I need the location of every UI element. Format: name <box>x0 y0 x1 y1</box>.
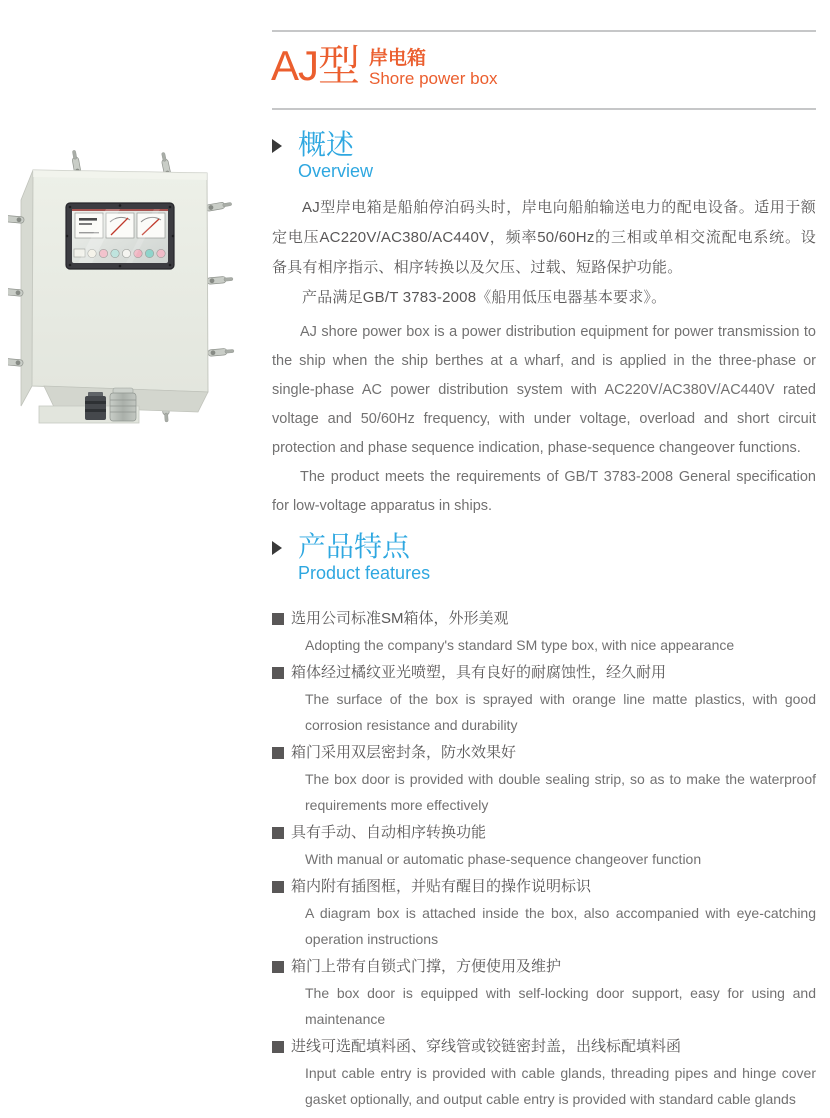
feature-text-cn <box>272 740 816 766</box>
overview-paragraphs-en <box>272 318 816 521</box>
feature-label-cn: 箱门采用双层密封条，防水效果好 <box>291 744 517 761</box>
square-bullet-icon <box>272 667 284 679</box>
product-model-title: AJ型 <box>271 42 360 89</box>
meter-window <box>66 203 175 269</box>
feature-label-cn: 箱门上带有自锁式门撑，方便使用及维护 <box>291 958 562 975</box>
product-subtitle <box>369 44 498 89</box>
feature-label-cn: 选用公司标准SM箱体，外形美观 <box>291 610 509 627</box>
feature-label-en: A diagram box is attached inside the box, also accompanied with eye-catching operation instructions <box>305 905 816 947</box>
overview-paragraph: AJ shore power box is a power distribution equipment for power transmission to the ship when the ship berthes at a wharf, and is applied in the three-phase or single-phase AC power distribution system with AC220V/AC380V/AC440V rated voltage and 50/60Hz frequency, with under voltage, overload and short circuit protection and phase sequence indication, phase-sequence changeover functions. <box>272 324 816 456</box>
product-photo <box>8 150 246 460</box>
page-title <box>271 44 498 89</box>
product-name-cn: 岸电箱 <box>369 48 427 69</box>
overview-title-cn: 概述 <box>298 129 355 160</box>
feature-label-cn: 箱内附有插图框，并贴有醒目的操作说明标识 <box>291 878 592 895</box>
features-title-cn: 产品特点 <box>298 531 411 562</box>
product-name-en: Shore power box <box>369 69 498 88</box>
feature-text-cn <box>272 820 816 846</box>
features-title-en: Product features <box>298 563 431 583</box>
feature-label-en: The box door is provided with double sealing strip, so as to make the waterproof requirements more effectively <box>305 771 816 813</box>
square-bullet-icon <box>272 613 284 625</box>
feature-label-cn: 进线可选配填料函、穿线管或铰链密封盖，出线标配填料函 <box>291 1038 682 1055</box>
feature-label-en: The box door is equipped with self-locking door support, easy for using and maintenance <box>305 985 816 1027</box>
feature-text-cn <box>272 660 816 686</box>
features-header <box>272 532 816 584</box>
feature-text-cn <box>272 1034 816 1060</box>
box-side-panel <box>21 170 33 406</box>
feature-item <box>272 606 816 658</box>
square-bullet-icon <box>272 881 284 893</box>
overview-header <box>272 130 816 182</box>
overview-paragraph: AJ型岸电箱是船舶停泊码头时，岸电向船舶输送电力的配电设备。适用于额定电压AC220V/AC380/AC440V，频率50/60Hz的三相或单相交流配电系统。设备具有相序指示、相序转换以及欠压、过载、短路保护功能。 <box>272 199 816 276</box>
feature-label-en: With manual or automatic phase-sequence changeover function <box>305 851 702 867</box>
top-divider <box>272 30 816 32</box>
overview-paragraph: The product meets the requirements of GB/T 3783-2008 General specification for low-voltage apparatus in ships. <box>272 469 816 514</box>
overview-section <box>272 130 816 521</box>
header-divider <box>272 108 816 110</box>
square-bullet-icon <box>272 827 284 839</box>
feature-label-cn: 具有手动、自动相序转换功能 <box>291 824 487 841</box>
features-section <box>272 532 816 1114</box>
feature-label-en: Adopting the company's standard SM type box, with nice appearance <box>305 637 735 653</box>
square-bullet-icon <box>272 747 284 759</box>
feature-text-cn <box>272 954 816 980</box>
feature-item <box>272 954 816 1032</box>
feature-label-cn: 箱体经过橘纹亚光喷塑，具有良好的耐腐蚀性，经久耐用 <box>291 664 667 681</box>
feature-item <box>272 660 816 738</box>
square-bullet-icon <box>272 961 284 973</box>
feature-item <box>272 874 816 952</box>
feature-item <box>272 1034 816 1112</box>
square-bullet-icon <box>272 1041 284 1053</box>
overview-title-en: Overview <box>298 161 374 181</box>
feature-label-en: Input cable entry is provided with cable glands, threading pipes and hinge cover gasket optionally, and output cable entry is provided with standard cable glands <box>305 1065 816 1107</box>
feature-item <box>272 820 816 872</box>
feature-label-en: The surface of the box is sprayed with orange line matte plastics, with good corrosion resistance and durability <box>305 691 816 733</box>
overview-paragraphs-cn <box>272 193 816 313</box>
feature-list <box>272 606 816 1112</box>
feature-item <box>272 740 816 818</box>
feature-text-cn <box>272 606 816 632</box>
section-marker-icon <box>272 139 282 153</box>
section-marker-icon <box>272 541 282 555</box>
feature-text-cn <box>272 874 816 900</box>
overview-paragraph: 产品满足GB/T 3783-2008《船用低压电器基本要求》。 <box>302 289 667 306</box>
